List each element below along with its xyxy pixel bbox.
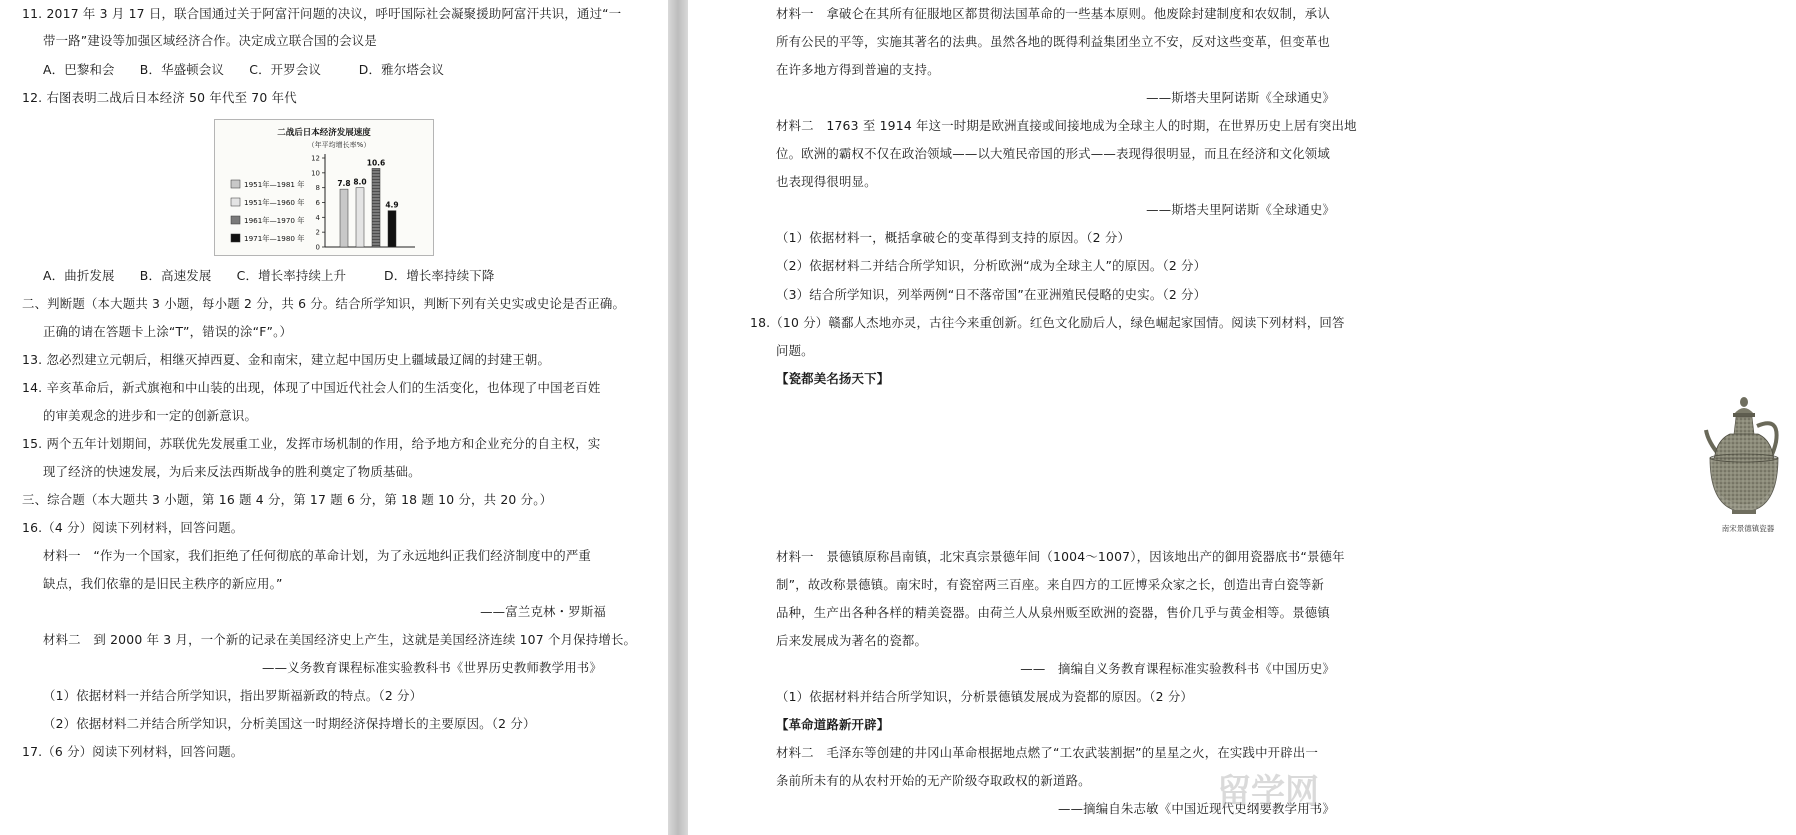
bar — [388, 211, 396, 247]
section-heading: 三、综合题（本大题共 3 小题，第 16 题 4 分，第 17 题 6 分，第 18 题 10 分，共 20 分。） — [22, 492, 553, 507]
text-line: 后来发展成为著名的瓷都。 — [776, 633, 928, 648]
chart-title: 二战后日本经济发展速度 — [277, 128, 371, 138]
legend-swatch — [231, 234, 240, 242]
source-attribution: ——斯塔夫里阿诺斯《全球通史》 — [1146, 90, 1335, 105]
text-line: 品种，生产出各种各样的精美瓷器。由荷兰人从泉州贩至欧洲的瓷器，售价几乎与黄金相等。景德镇 — [776, 605, 1330, 620]
y-tick-label: 8 — [315, 184, 320, 193]
text-line: 14. 辛亥革命后，新式旗袍和中山装的出现，体现了中国近代社会人们的生活变化，也体现了中国老百姓 — [22, 380, 601, 395]
text-line: 所有公民的平等，实施其著名的法典。虽然各地的既得利益集团坐立不安，反对这些变革，但变革也 — [776, 34, 1330, 49]
section-heading: 二、判断题（本大题共 3 小题，每小题 2 分，共 6 分。结合所学知识，判断下列有关史实或史论是否正确。 — [22, 296, 626, 311]
question-item: （1）依据材料并结合所学知识，分析景德镇发展成为瓷都的原因。（2 分） — [776, 689, 1194, 704]
left-page — [0, 0, 668, 835]
text-line: A．曲折发展 B．高速发展 C．增长率持续上升 D．增长率持续下降 — [43, 268, 495, 283]
text-line: 问题。 — [776, 343, 814, 358]
text-line: 位。欧洲的霸权不仅在政治领域——以大殖民帝国的形式——表现得很明显，而且在经济和文化领域 — [776, 146, 1330, 161]
text-line: 的审美观念的进步和一定的创新意识。 — [43, 408, 258, 423]
text-line: 缺点，我们依靠的是旧民主秩序的新应用。” — [43, 576, 283, 591]
source-attribution: ——义务教育课程标准实验教科书《世界历史教师教学用书》 — [262, 660, 602, 675]
text-line: 也表现得很明显。 — [776, 174, 877, 189]
bar-value-label: 7.8 — [337, 179, 351, 189]
legend-label: 1971年—1980 年 — [244, 234, 305, 243]
source-attribution: ——摘编自朱志敏《中国近现代史纲要教学用书》 — [1058, 801, 1335, 816]
section-heading: 【革命道路新开辟】 — [776, 717, 890, 732]
y-tick-label: 2 — [315, 228, 320, 237]
source-attribution: —— 摘编自义务教育课程标准实验教科书《中国历史》 — [1020, 661, 1335, 676]
legend-swatch — [231, 216, 240, 224]
chart-legend — [231, 180, 304, 243]
legend-swatch — [231, 198, 240, 206]
text-line: 16.（4 分）阅读下列材料，回答问题。 — [22, 520, 244, 535]
question-item: （2）依据材料二并结合所学知识，分析美国这一时期经济保持增长的主要原因。（2 分） — [43, 716, 536, 731]
right-page — [688, 0, 1775, 835]
question-item: （3）结合所学知识，列举两例“日不落帝国”在亚洲殖民侵略的史实。（2 分） — [776, 287, 1207, 302]
text-line: 现了经济的快速发展，为后来反法西斯战争的胜利奠定了物质基础。 — [43, 464, 421, 479]
bar — [356, 188, 364, 247]
site-watermark-logo — [1180, 763, 1355, 823]
text-line: 正确的请在答题卡上涂“T”，错误的涂“F”。） — [43, 324, 293, 339]
bar-value-label: 4.9 — [385, 200, 399, 210]
question-item: （2）依据材料二并结合所学知识，分析欧洲“成为全球主人”的原因。（2 分） — [776, 258, 1207, 273]
y-tick-label: 0 — [315, 243, 320, 252]
text-line: 材料一 景德镇原称昌南镇，北宋真宗景德年间（1004～1007），因该地出产的御用瓷器底书“景德年 — [776, 549, 1345, 564]
legend-label: 1951年—1981 年 — [244, 180, 305, 189]
text-line: 17.（6 分）阅读下列材料，回答问题。 — [22, 744, 244, 759]
legend-swatch — [231, 180, 240, 188]
text-line: 材料一 拿破仑在其所有征服地区都贯彻法国革命的一些基本原则。他废除封建制度和农奴制，承认 — [776, 6, 1330, 21]
text-line: 材料一 “作为一个国家，我们拒绝了任何彻底的革命计划，为了永远地纠正我们经济制度中的严重 — [43, 548, 592, 563]
text-line: 在许多地方得到普遍的支持。 — [776, 62, 940, 77]
bar-value-label: 8.0 — [353, 177, 367, 187]
text-line: 12. 右图表明二战后日本经济 50 年代至 70 年代 — [22, 90, 297, 105]
text-line: A．巴黎和会 B．华盛顿会议 C．开罗会议 D．雅尔塔会议 — [43, 62, 445, 77]
figure-caption: 南宋景德镇瓷器 — [1721, 524, 1775, 533]
source-attribution: ——富兰克林・罗斯福 — [480, 604, 606, 619]
text-line: 材料二 毛泽东等创建的井冈山革命根据地点燃了“工农武装割据”的星星之火，在实践中开辟出一 — [776, 745, 1319, 760]
text-line: 条前所未有的从农村开始的无产阶级夺取政权的新道路。 — [776, 773, 1091, 788]
text-line: 带一路”建设等加强区域经济合作。决定成立联合国的会议是 — [43, 33, 377, 48]
chart-subtitle: （年平均增长率%） — [307, 141, 371, 149]
bar — [340, 189, 348, 247]
page-divider — [668, 0, 688, 835]
text-line: 材料二 1763 至 1914 年这一时期是欧洲直接或间接地成为全球主人的时期，在世界历史上居有突出地 — [776, 118, 1357, 133]
legend-label: 1951年—1960 年 — [244, 198, 305, 207]
text-line: 材料二 到 2000 年 3 月，一个新的记录在美国经济史上产生，这就是美国经济连续 107 个月保持增长。 — [43, 632, 637, 647]
text-line: 15. 两个五年计划期间，苏联优先发展重工业，发挥市场机制的作用，给予地方和企业充分的自主权，实 — [22, 436, 601, 451]
y-tick-label: 10 — [311, 169, 320, 178]
y-tick-label: 6 — [315, 199, 320, 207]
bar — [372, 168, 380, 247]
text-line: 制”，故改称景德镇。南宋时，有瓷窑两三百座。来自四方的工匠博采众家之长，创造出青白瓷等新 — [776, 577, 1325, 592]
chart-bars — [337, 158, 398, 247]
y-tick-label: 4 — [315, 213, 320, 222]
watermark-text: 留学网 — [1217, 772, 1319, 812]
section-heading: 【瓷都美名扬天下】 — [776, 371, 890, 386]
legend-label: 1961年—1970 年 — [244, 216, 305, 225]
bar-value-label: 10.6 — [366, 158, 386, 168]
text-line: 11. 2017 年 3 月 17 日，联合国通过关于阿富汗问题的决议，呼吁国际社会凝聚援助阿富汗共识，通过“一 — [22, 6, 622, 21]
y-tick-label: 12 — [311, 154, 320, 163]
source-attribution: ——斯塔夫里阿诺斯《全球通史》 — [1146, 202, 1335, 217]
text-line: 18.（10 分）赣鄱人杰地亦灵，古往今来重创新。红色文化励后人，绿色崛起家国情。阅读下列材料，回答 — [750, 315, 1345, 330]
question-item: （1）依据材料一，概括拿破仑的变革得到支持的原因。（2 分） — [776, 230, 1131, 245]
porcelain-vase-image — [1700, 394, 1796, 536]
text-line: 13. 忽必烈建立元朝后，相继灭掉西夏、金和南宋，建立起中国历史上疆域最辽阔的封建王朝。 — [22, 352, 551, 367]
economy-bar-chart — [214, 119, 434, 256]
question-item: （1）依据材料一并结合所学知识，指出罗斯福新政的特点。（2 分） — [43, 688, 423, 703]
